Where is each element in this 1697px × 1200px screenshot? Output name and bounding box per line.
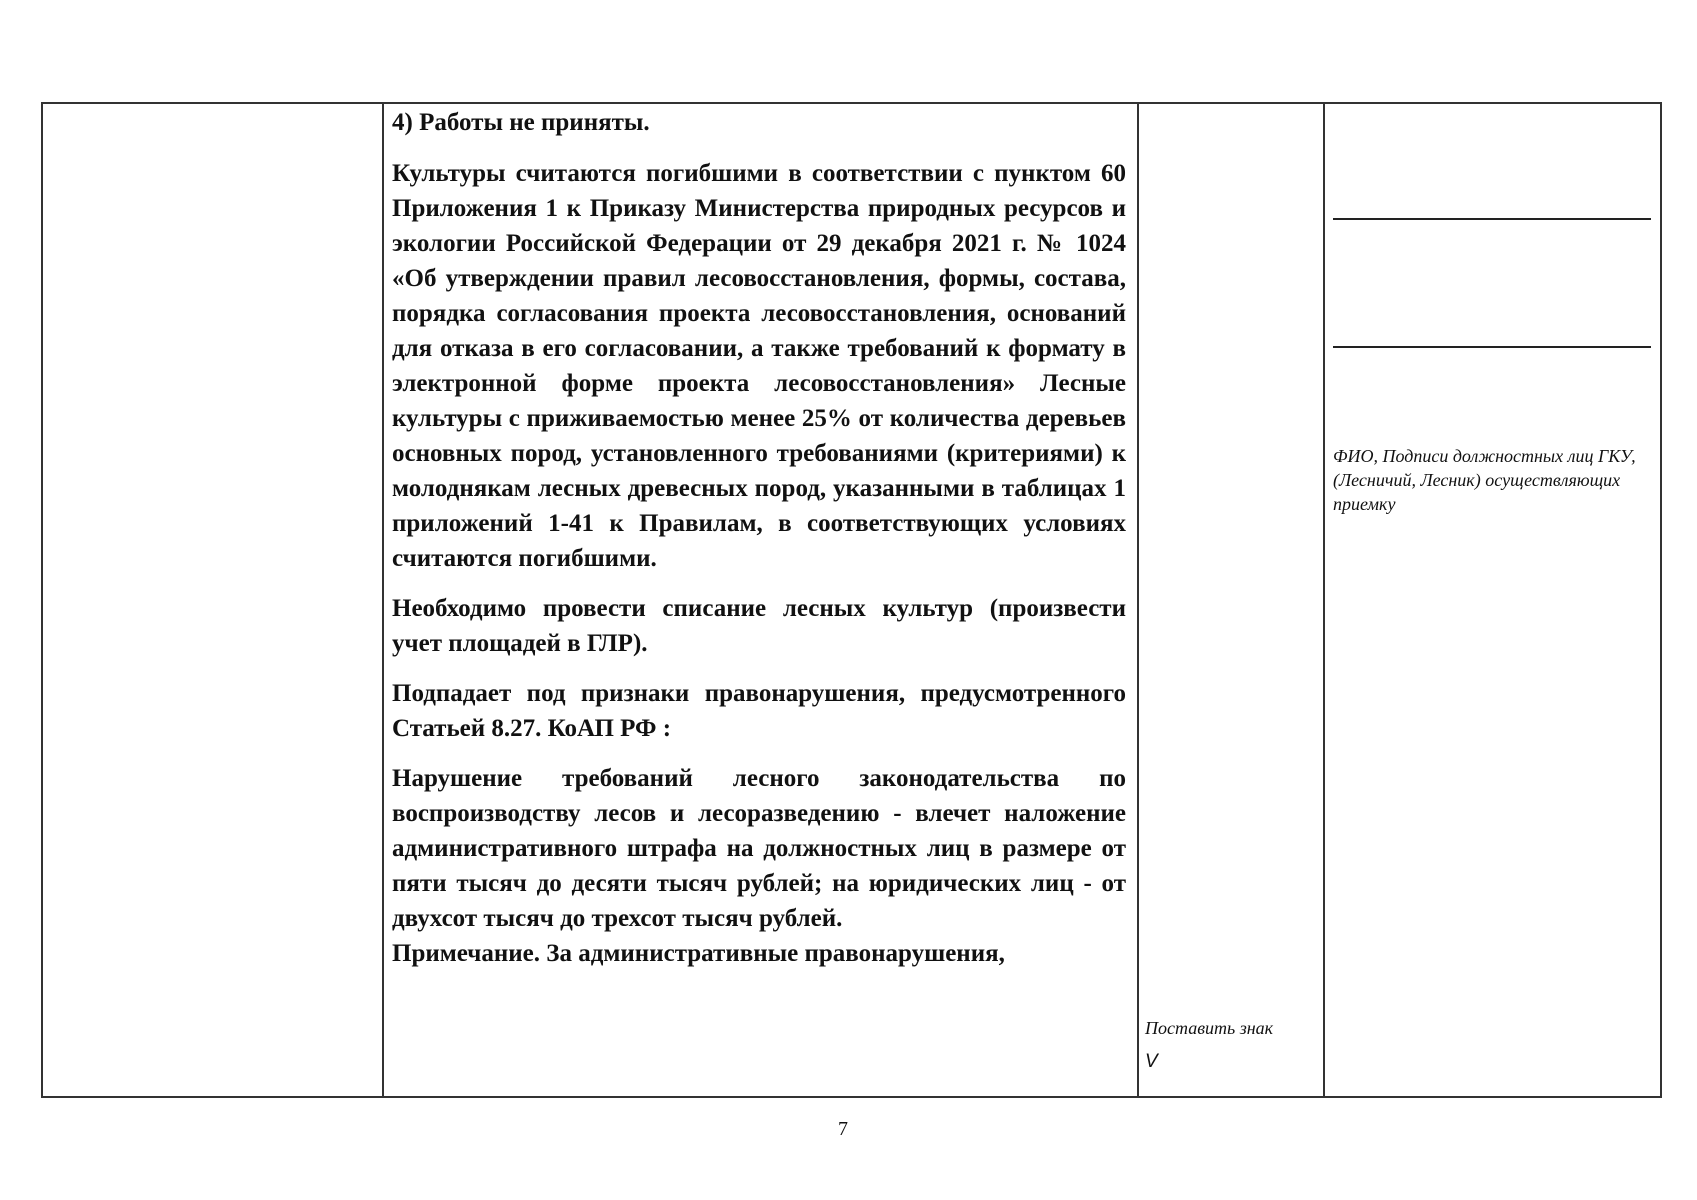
page-number: 7	[838, 1118, 848, 1140]
column-divider	[1137, 104, 1139, 1096]
mark-instruction: Поставить знак	[1145, 1018, 1274, 1038]
signature-line	[1333, 218, 1651, 220]
mark-cell	[1145, 1016, 1320, 1074]
paragraph-crops-dead: Культуры считаются погибшими в соответствии с пунктом 60 Приложения 1 к Приказу Министерства природных ресурсов и экологии Российской Федерации от 29 декабря 2021 г. № 1024 «Об утверждении правил лесовосстановления, формы, состава, порядка согласования проекта лесовосстановления, оснований для отказа в его согласовании, а также требований к формату в электронной форме проекта лесовосстановления» Лесные культуры с приживаемостью менее 25% от количества деревьев основных пород, установленного требованиями (критериями) к молоднякам лесных древесных пород, указанными в таблицах 1 приложений 1-41 к Правилам, в соответствующих условиях считаются погибшими.	[392, 160, 1126, 572]
check-mark-symbol: V	[1145, 1051, 1158, 1072]
signature-line	[1333, 346, 1651, 348]
document-table	[41, 102, 1662, 1098]
paragraph-penalty: Нарушение требований лесного законодательства по воспроизводству лесов и лесоразведению - влечет наложение административного штрафа на должностных лиц в размере от пяти тысяч до десяти тысяч рублей; на юридических лиц - от двухсот тысяч до трехсот тысяч рублей.	[392, 765, 1126, 932]
paragraph-offense: Подпадает под признаки правонарушения, предусмотренного Статьей 8.27. КоАП РФ :	[392, 680, 1126, 742]
column-divider	[1323, 104, 1325, 1096]
paragraph-write-off: Необходимо провести списание лесных культур (произвести учет площадей в ГЛР).	[392, 595, 1126, 657]
column-divider	[382, 104, 384, 1096]
section-heading: 4) Работы не приняты.	[392, 109, 650, 136]
paragraph-note: Примечание. За административные правонарушения,	[392, 940, 1005, 967]
main-text-cell	[392, 104, 1126, 1096]
signature-caption: ФИО, Подписи должностных лиц ГКУ, (Лесничий, Лесник) осуществляющих приемку	[1333, 446, 1636, 514]
